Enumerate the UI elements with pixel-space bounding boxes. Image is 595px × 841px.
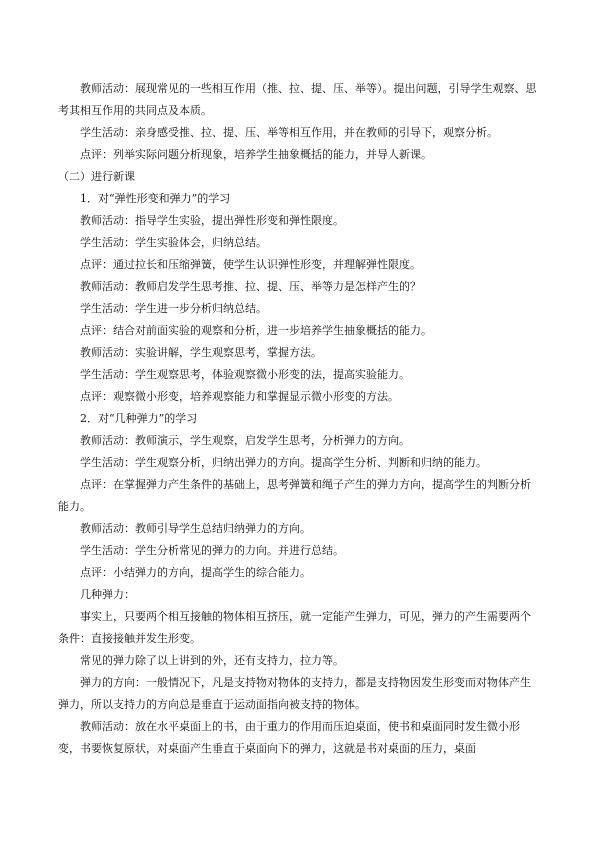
paragraph-student-5: 学生活动：学生分析常见的弹力的力向。并进行总结。 <box>80 544 344 557</box>
paragraph-comment-4: 点评：在掌握弹力产生条件的基础上，思考弹簧和绳子产生的弹力方向，提高学生的判断分析能力。 <box>58 478 531 513</box>
paragraph-teacher-5: 教师活动：教师引导学生总结归纳弹力的方向。 <box>80 522 311 535</box>
paragraph-teacher-2: 教师活动：教师启发学生思考推、拉、提、压、举等力是怎样产生的？ <box>80 280 421 293</box>
paragraph-teacher-1: 教师活动：指导学生实验，提出弹性形变和弹性限度。 <box>80 214 344 227</box>
paragraph-student-intro: 学生活动：亲身感受推、拉、提、压、举等相互作用，并在教师的引导下，观察分析。 <box>80 126 498 139</box>
paragraph-teacher-6: 教师活动：放在水平桌面上的书，由于重力的作用而压迫桌面，使书和桌面同时发生微小形变，书要恢复原状，对桌面产生垂直于桌面向下的弹力，这就是书对桌面的压力，桌面 <box>58 720 520 755</box>
paragraph-student-3: 学生活动：学生观察思考，体验观察微小形变的法，提高实验能力。 <box>80 368 410 381</box>
paragraph-fact: 事实上，只要两个相互接触的物体相互挤压，就一定能产生弹力，可见，弹力的产生需要两个条件：直接接触并发生形变。 <box>58 610 531 645</box>
paragraph-comment-1: 点评：通过拉长和压缩弹簧，使学生认识弹性形变，并理解弹性限度。 <box>80 258 421 271</box>
paragraph-kinds-label: 几种弹力： <box>80 588 135 601</box>
paragraph-student-2: 学生活动：学生进一步分析归纳总结。 <box>80 302 267 315</box>
paragraph-teacher-intro: 教师活动：展现常见的一些相互作用（推、拉、提、压、举等）。提出问题，引导学生观察、思考其相互作用的共同点及本质。 <box>58 82 537 117</box>
paragraph-comment-5: 点评：小结弹力的方向，提高学生的综合能力。 <box>80 566 311 579</box>
paragraph-teacher-4: 教师活动：教师演示，学生观察，启发学生思考，分析弹力的方向。 <box>80 434 410 447</box>
paragraph-teacher-3: 教师活动：实验讲解，学生观察思考，掌握方法。 <box>80 346 322 359</box>
paragraph-student-1: 学生活动：学生实验体会，归纳总结。 <box>80 236 267 249</box>
paragraph-comment-2: 点评：结合对前面实验的观察和分析，进一步培养学生抽象概括的能力。 <box>80 324 432 337</box>
document-body <box>58 78 538 760</box>
paragraph-force-direction: 弹力的方向：一般情况下，凡是支持物对物体的支持力，都是支持物因发生形变而对物体产生弹力，所以支持力的方向总是垂直于运动面指向被支持的物体。 <box>58 676 531 711</box>
paragraph-student-4: 学生活动：学生观察分析，归纳出弹力的方向。提高学生分析、判断和归纳的能力。 <box>80 456 487 469</box>
paragraph-comment-intro: 点评：列举实际问题分析现象，培养学生抽象概括的能力，并导人新课。 <box>80 148 432 161</box>
subsection-heading-elastic-deformation: 1．对“弹性形变和弹力”的学习 <box>80 192 231 205</box>
section-heading-new-lesson: （二）进行新课 <box>58 170 135 183</box>
subsection-heading-kinds-of-elastic-force: 2．对“几种弹力”的学习 <box>80 412 198 425</box>
paragraph-comment-3: 点评：观察微小形变，培养观察能力和掌握显示微小形变的方法。 <box>80 390 399 403</box>
paragraph-common-forces: 常见的弹力除了以上讲到的外，还有支持力，拉力等。 <box>80 654 344 667</box>
